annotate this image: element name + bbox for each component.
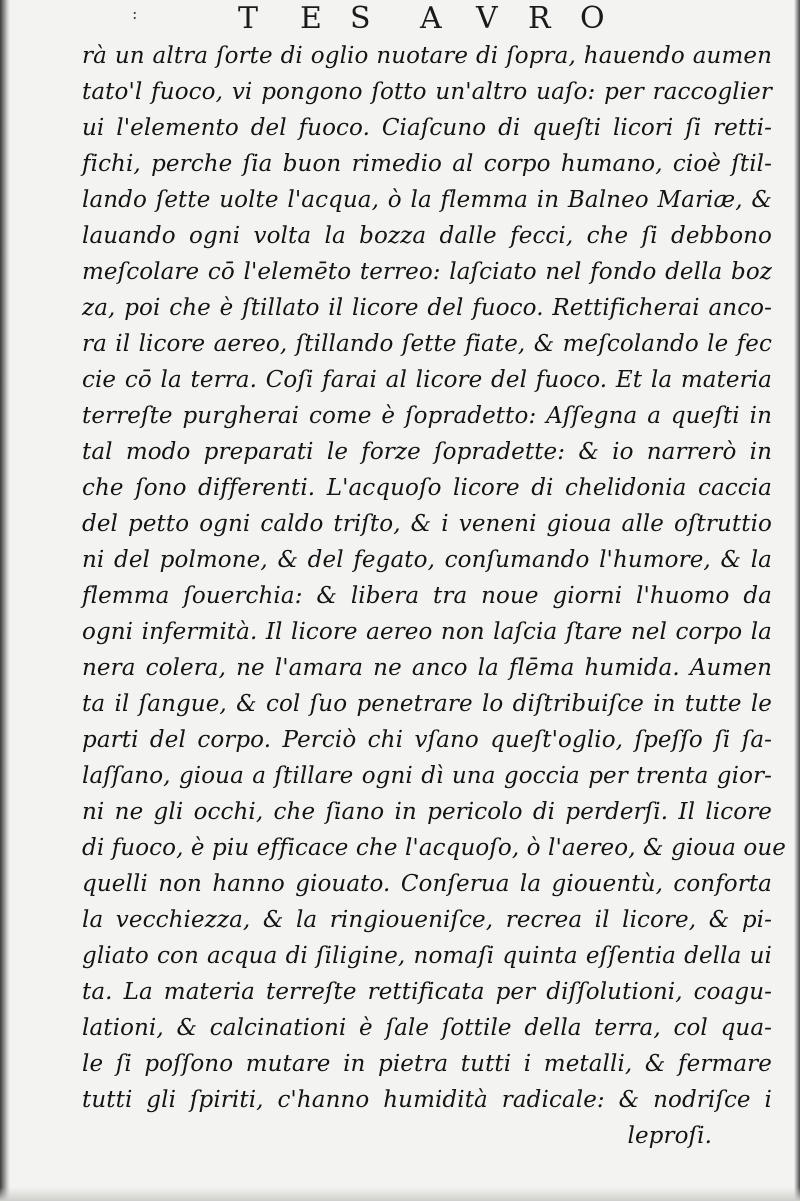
text-line: tato'l fuoco, vi pongono ſotto un'altro uaſo: per raccoglier [82, 79, 772, 105]
text-line: za, poi che è ſtillato il licore del fuoco. Rettificherai anco- [82, 295, 772, 321]
text-line: parti del corpo. Perciò chi vſano queſt'oglio, ſpeſſo ſi ſa- [82, 727, 772, 753]
text-line: cie cō la terra. Coſi farai al licore del fuoco. Et la materia [82, 367, 772, 393]
running-head-letter: R [528, 1, 551, 36]
text-line: la vecchiezza, & la ringioueniſce, recrea il licore, & pi- [82, 907, 772, 933]
text-line: gliato con acqua di ſiligine, nomaſi quinta eſſentia della ui [82, 943, 772, 969]
text-line: ta. La materia terreſte rettificata per diſſolutioni, coagu- [82, 979, 772, 1005]
body-text [0, 38, 800, 1188]
running-head-letter: A [420, 1, 442, 36]
text-line-final: leproſi. [627, 1123, 712, 1149]
text-line: nera colera, ne l'amara ne anco la flēma humida. Aumen [82, 655, 772, 681]
text-line: ui l'elemento del fuoco. Ciaſcuno di queſti licori ſi retti- [82, 115, 772, 141]
text-line: meſcolare cō l'elemēto terreo: laſciato nel fondo della boz [82, 259, 772, 285]
text-line: fichi, perche ſia buon rimedio al corpo humano, cioè ſtil- [82, 151, 772, 177]
text-line: tutti gli ſpiriti, c'hanno humidità radicale: & nodriſce i [82, 1087, 772, 1113]
text-line: terreſte purgherai come è ſopradetto: Aſſegna a queſti in [82, 403, 772, 429]
running-head-letter: V [476, 1, 498, 36]
text-line: lationi, & calcinationi è ſale ſottile della terra, col qua- [82, 1015, 772, 1041]
running-head-letter: T [238, 1, 259, 36]
text-line: ni del polmone, & del fegato, conſumando l'humore, & la [82, 547, 772, 573]
text-line: del petto ogni caldo triſto, & i veneni gioua alle oſtruttio [82, 511, 772, 537]
page-mark: : [132, 4, 138, 23]
text-line: rà un altra ſorte di oglio nuotare di ſopra, hauendo aumen [82, 43, 772, 69]
text-line: ra il licore aereo, ſtillando ſette fiate, & meſcolando le fec [82, 331, 772, 357]
running-head-letter: O [580, 1, 605, 36]
text-line: laſſano, gioua a ſtillare ogni dì una goccia per trenta gior- [82, 763, 772, 789]
running-head-letter: S [350, 1, 371, 36]
text-line: tal modo preparati le forze ſopradette: & io narrerò in [82, 439, 772, 465]
text-line: flemma ſouerchia: & libera tra noue giorni l'huomo da [82, 583, 772, 609]
text-line: lando ſette uolte l'acqua, ò la flemma in Balneo Mariæ, & [82, 187, 772, 213]
text-line: lauando ogni volta la bozza dalle fecci, che ſi debbono [82, 223, 772, 249]
text-line: ta il ſangue, & col ſuo penetrare lo diſtribuiſce in tutte le [82, 691, 772, 717]
text-line: ogni infermità. Il licore aereo non laſcia ſtare nel corpo la [82, 619, 772, 645]
running-head-letter: E [300, 1, 322, 36]
text-line: le ſi poſſono mutare in pietra tutti i metalli, & fermare [82, 1051, 772, 1077]
page-bottom-shadow [0, 1187, 800, 1201]
text-line: che ſono differenti. L'acquoſo licore di chelidonia caccia [82, 475, 772, 501]
text-line: di fuoco, è piu efficace che l'acquoſo, ò l'aereo, & gioua oue [82, 835, 786, 861]
text-line: quelli non hanno giouato. Conſerua la giouentù, conforta [82, 871, 772, 897]
text-line: ni ne gli occhi, che ſiano in pericolo di perderſi. Il licore [82, 799, 772, 825]
running-head [0, 2, 800, 36]
